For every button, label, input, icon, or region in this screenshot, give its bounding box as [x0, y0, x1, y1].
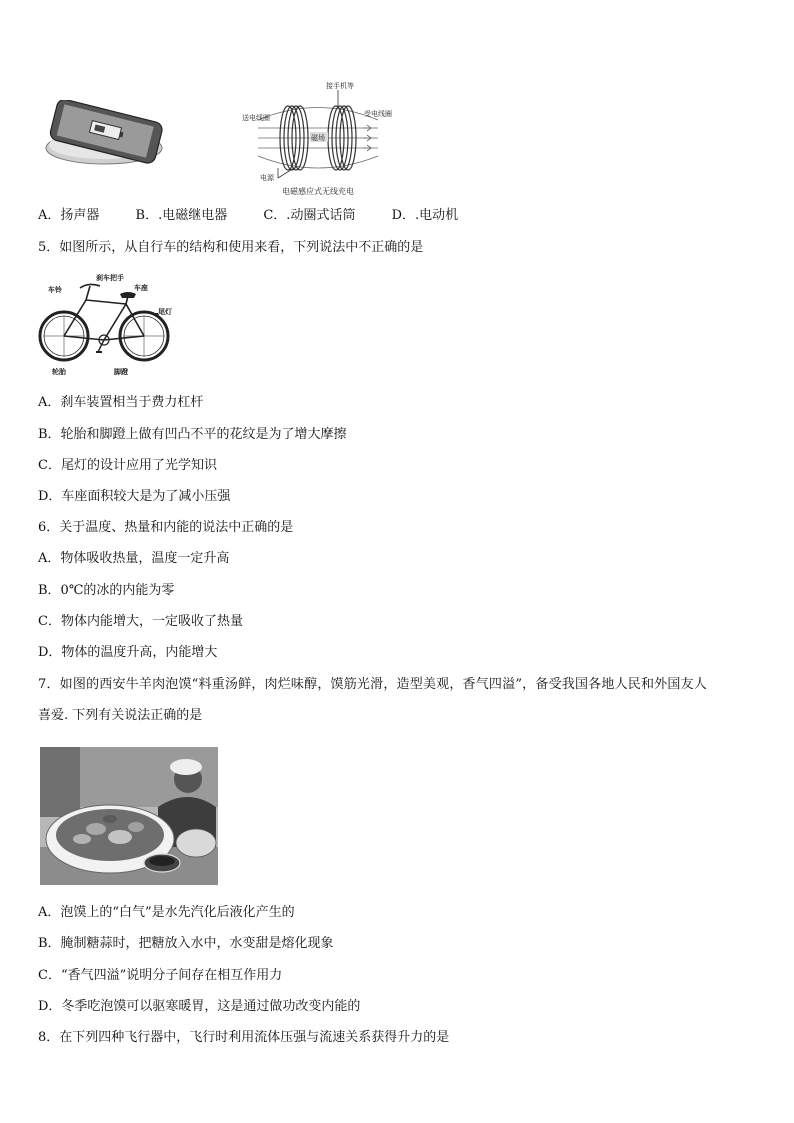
q6-option-b[interactable]: B．0℃的冰的内能为零 [38, 583, 175, 598]
q5-option-b[interactable]: B．轮胎和脚蹬上做有凹凸不平的花纹是为了增大摩擦 [38, 427, 347, 442]
q7-option-c[interactable]: C．“香气四溢”说明分子间存在相互作用力 [38, 968, 283, 983]
label-taillight: 尾灯 [158, 308, 172, 316]
phone-charging-image [40, 100, 170, 170]
q5-option-c[interactable]: C．尾灯的设计应用了光学知识 [38, 458, 217, 473]
label-seat: 车座 [134, 284, 148, 292]
label-brake-handle: 刹车把手 [96, 274, 124, 282]
bicycle-diagram [36, 270, 176, 382]
q7-option-b[interactable]: B．腌制糖蒜时，把糖放入水中，水变甜是熔化现象 [38, 936, 334, 951]
label-magnetic-field: 磁场 [311, 134, 325, 142]
label-pedal: 脚蹬 [114, 368, 128, 376]
label-power-source: 电源 [260, 174, 274, 182]
paomo-photo [40, 747, 218, 885]
option-d[interactable]: D．.电动机 [391, 208, 459, 223]
q4-options [38, 207, 490, 225]
q7-stem-line1: 7．如图的西安牛羊肉泡馍“料重汤鲜，肉烂味醇，馍筋光滑，造型美观，香气四溢”，备受我国各地人民和外国友人 [38, 677, 707, 692]
q5-option-d[interactable]: D．车座面积较大是为了减小压强 [38, 489, 231, 504]
q5-option-a[interactable]: A．刹车装置相当于费力杠杆 [38, 395, 204, 410]
label-receiver-device: 接手机等 [326, 82, 354, 90]
label-tire: 轮胎 [52, 368, 66, 376]
q5-stem: 5．如图所示，从自行车的结构和使用来看，下列说法中不正确的是 [38, 240, 424, 255]
option-a[interactable]: A．扬声器 [38, 208, 100, 223]
wireless-charging-diagram [238, 80, 398, 198]
label-transmitter-coil: 送电线圈 [242, 114, 270, 122]
option-c[interactable]: C．.动圈式话筒 [263, 208, 356, 223]
q6-option-c[interactable]: C．物体内能增大，一定吸收了热量 [38, 614, 243, 629]
q6-option-a[interactable]: A．物体吸收热量，温度一定升高 [38, 551, 230, 566]
option-b[interactable]: B．.电磁继电器 [135, 208, 228, 223]
figure-caption: 电磁感应式无线充电 [282, 187, 354, 196]
label-handlebar: 车铃 [48, 286, 62, 294]
q6-option-d[interactable]: D．物体的温度升高，内能增大 [38, 645, 218, 660]
label-receiver-coil: 受电线圈 [364, 110, 392, 118]
q7-option-a[interactable]: A．泡馍上的“白气”是水先汽化后液化产生的 [38, 905, 295, 920]
q7-stem-line2: 喜爱. 下列有关说法正确的是 [38, 708, 203, 723]
q6-stem: 6．关于温度、热量和内能的说法中正确的是 [38, 520, 294, 535]
q7-option-d[interactable]: D．冬季吃泡馍可以驱寒暖胃，这是通过做功改变内能的 [38, 999, 361, 1014]
q8-stem: 8．在下列四种飞行器中，飞行时利用流体压强与流速关系获得升力的是 [38, 1030, 450, 1045]
